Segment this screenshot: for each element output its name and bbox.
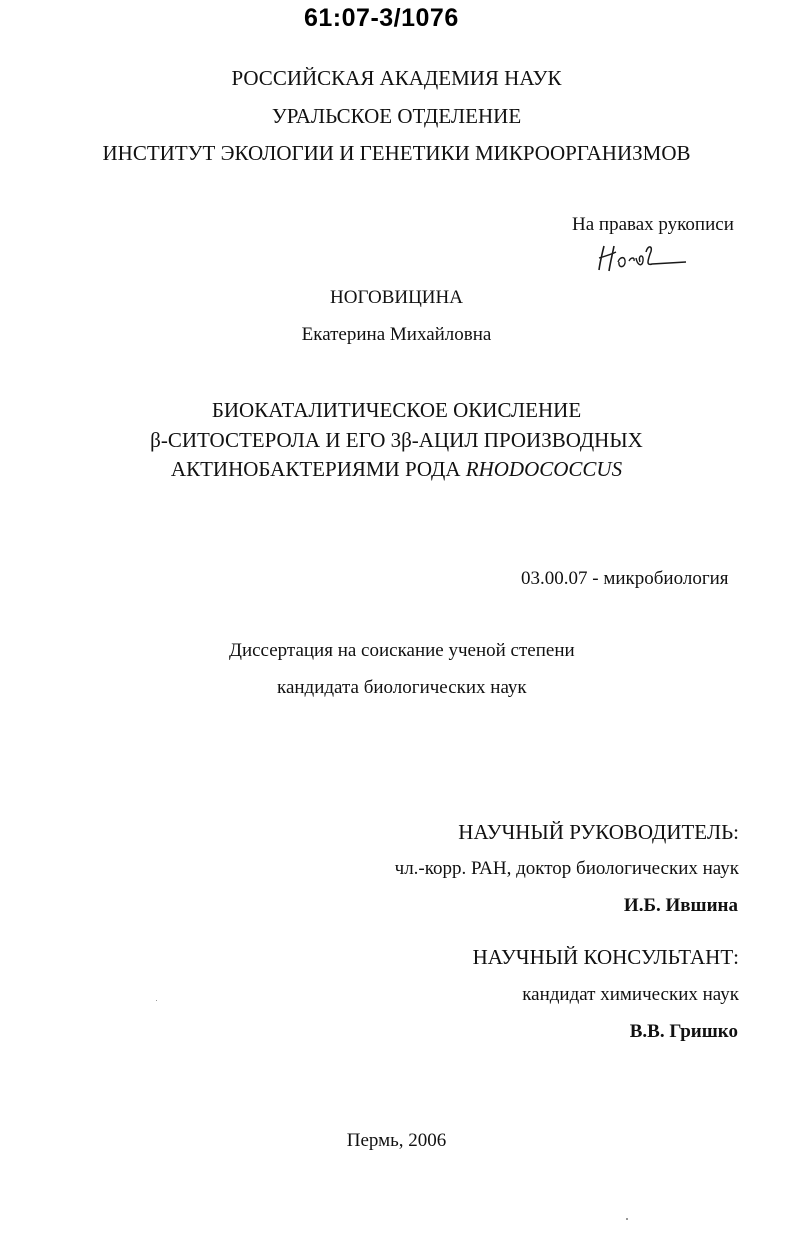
institute-name: ИНСТИТУТ ЭКОЛОГИИ И ГЕНЕТИКИ МИКРООРГАНИЗМОВ — [102, 141, 691, 165]
degree-line-2: кандидата биологических наук — [277, 677, 527, 698]
place-and-year: Пермь, 2006 — [346, 1130, 447, 1151]
manuscript-rights: На правах рукописи — [572, 214, 734, 235]
title-line-3-text: АКТИНОБАКТЕРИЯМИ РОДА — [170, 457, 466, 481]
supervisor-name: И.Б. Ившина — [623, 895, 738, 916]
author-given-name: Екатерина Михайловна — [301, 324, 492, 345]
consultant-name: В.В. Гришко — [629, 1021, 738, 1042]
archive-stamp-number: 61:07-3/1076 — [304, 4, 459, 32]
title-line-1: БИОКАТАЛИТИЧЕСКОЕ ОКИСЛЕНИЕ — [211, 398, 582, 422]
author-signature — [596, 240, 688, 281]
supervisor-title: чл.-корр. РАН, доктор биологических наук — [394, 858, 739, 879]
scan-speck — [156, 1000, 157, 1001]
consultant-title: кандидат химических наук — [522, 984, 739, 1005]
academy-name: РОССИЙСКАЯ АКАДЕМИЯ НАУК — [231, 66, 562, 90]
title-line-3 — [0, 457, 793, 482]
degree-line-1: Диссертация на соискание ученой степени — [229, 640, 575, 661]
branch-name: УРАЛЬСКОЕ ОТДЕЛЕНИЕ — [271, 104, 522, 128]
consultant-label: НАУЧНЫЙ КОНСУЛЬТАНТ: — [472, 945, 739, 969]
specialty-code: 03.00.07 - микробиология — [521, 568, 729, 589]
scan-speck — [626, 1218, 628, 1220]
title-line-2: β-СИТОСТЕРОЛА И ЕГО 3β-АЦИЛ ПРОИЗВОДНЫХ — [150, 428, 643, 452]
supervisor-label: НАУЧНЫЙ РУКОВОДИТЕЛЬ: — [458, 820, 739, 844]
author-surname: НОГОВИЦИНА — [330, 287, 463, 308]
signature-scribble — [596, 240, 688, 276]
genus-name: RHODOCOCCUS — [465, 457, 623, 481]
